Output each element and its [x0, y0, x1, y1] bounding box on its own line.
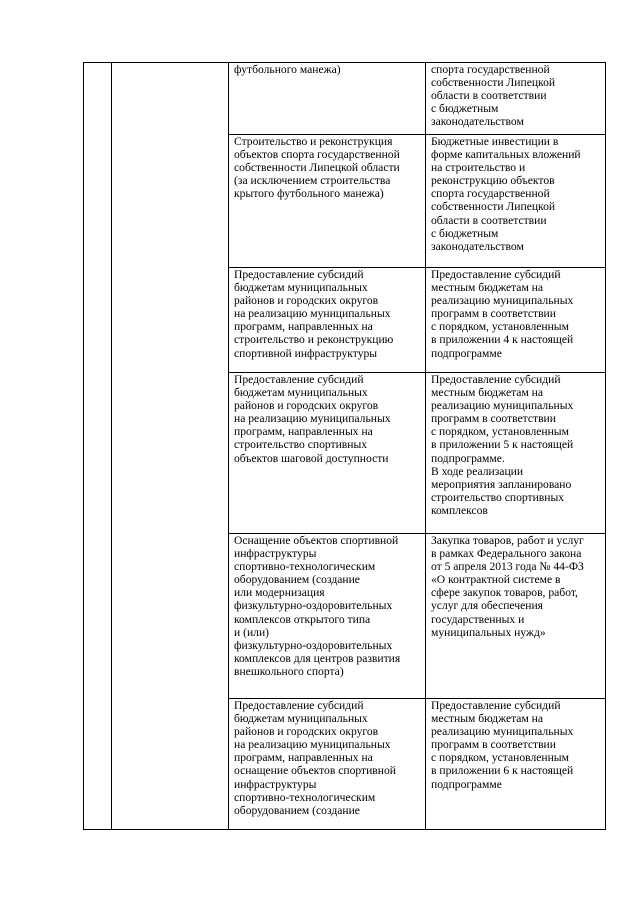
mechanism-cell: Закупка товаров, работ и услуг в рамках Федерального закона от 5 апреля 2013 года № 44-ФЗ «О контрактной системе в сфере закупок товаров, работ, услуг для обеспечения государственных и муниципальных нужд»: [426, 534, 606, 699]
activity-cell: футбольного манежа): [229, 63, 426, 135]
mechanism-cell: Предоставление субсидий местным бюджетам на реализацию муниципальных программ в соответствии с порядком, установленным в приложении 4 к настоящей подпрограмме: [426, 268, 606, 373]
activity-cell: Предоставление субсидий бюджетам муниципальных районов и городских округов на реализацию муниципальных программ, направленных на строительство спортивных объектов шаговой доступности: [229, 373, 426, 534]
activity-cell: Строительство и реконструкция объектов спорта государственной собственности Липецкой области (за исключением строительства крытого футбольного манежа): [229, 135, 426, 268]
activity-cell: Предоставление субсидий бюджетам муниципальных районов и городских округов на реализацию муниципальных программ, направленных на строительство и реконструкцию спортивной инфраструктуры: [229, 268, 426, 373]
activity-cell: Оснащение объектов спортивной инфраструктуры спортивно-технологическим оборудованием (создание или модернизация физкультурно-оздоровительных комплексов открытого типа и (или) физкультурно-оздоровительных комплексов для центров развития внешкольного спорта): [229, 534, 426, 699]
number-column-cell: [84, 63, 112, 830]
mechanism-cell: Предоставление субсидий местным бюджетам на реализацию муниципальных программ в соответствии с порядком, установленным в приложении 5 к настоящей подпрограмме. В ходе реализации мероприятия запланировано строительство спортивных комплексов: [426, 373, 606, 534]
table-row: [84, 63, 606, 135]
task-column-cell: [112, 63, 229, 830]
mechanism-cell: спорта государственной собственности Липецкой области в соответствии с бюджетным законодательством: [426, 63, 606, 135]
measures-table: [83, 62, 606, 830]
mechanism-cell: Предоставление субсидий местным бюджетам на реализацию муниципальных программ в соответствии с порядком, установленным в приложении 6 к настоящей подпрограмме: [426, 699, 606, 830]
activity-cell: Предоставление субсидий бюджетам муниципальных районов и городских округов на реализацию муниципальных программ, направленных на оснащение объектов спортивной инфраструктуры спортивно-технологическим оборудованием (создание: [229, 699, 426, 830]
mechanism-cell: Бюджетные инвестиции в форме капитальных вложений на строительство и реконструкцию объектов спорта государственной собственности Липецкой области в соответствии с бюджетным законодательством: [426, 135, 606, 268]
